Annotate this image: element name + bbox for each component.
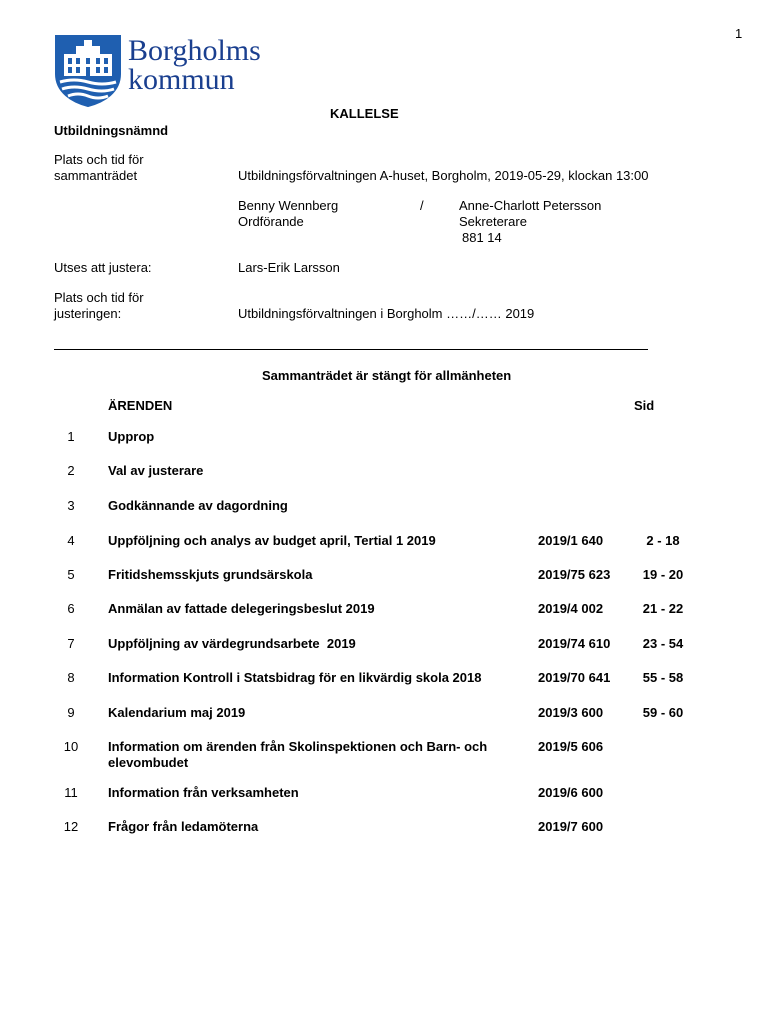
agenda-title: Frågor från ledamöterna [108, 819, 259, 834]
agenda-title: Val av justerare [108, 463, 204, 478]
agenda-row [0, 429, 770, 449]
agenda-num: 10 [63, 739, 79, 754]
agenda-ref: 2019/70 641 [538, 670, 611, 685]
agenda-title: Godkännande av dagordning [108, 498, 288, 513]
meeting-place-label-2: sammanträdet [54, 168, 138, 183]
agenda-row [0, 670, 770, 690]
agenda-page: 21 - 22 [642, 601, 684, 616]
agenda-ref: 2019/1 640 [538, 533, 604, 548]
secretary-role: Sekreterare [459, 214, 527, 229]
agenda-title: Information Kontroll i Statsbidrag för en likvärdig skola 2018 [108, 670, 482, 685]
agenda-ref: 2019/6 600 [538, 785, 604, 800]
agenda-num: 11 [64, 785, 78, 800]
chair-name: Benny Wennberg [238, 198, 339, 213]
agenda-row [0, 819, 770, 839]
adjust-value: Lars-Erik Larsson [238, 260, 340, 275]
page-number: 1 [735, 26, 743, 41]
agenda-num: 1 [67, 429, 75, 444]
adjust-place-value: Utbildningsförvaltningen i Borgholm ……/…… 2019 [238, 306, 535, 321]
agenda-title: Fritidshemsskjuts grundsärskola [108, 567, 313, 582]
agenda-num: 5 [67, 567, 75, 582]
agenda-title: Kalendarium maj 2019 [108, 705, 246, 720]
meeting-place-label-1: Plats och tid för [54, 152, 144, 167]
agenda-ref: 2019/7 600 [538, 819, 604, 834]
agenda-title: Information från verksamheten [108, 785, 299, 800]
secretary-name: Anne-Charlott Petersson [459, 198, 602, 213]
agenda-num: 4 [67, 533, 75, 548]
coat-of-arms-icon [54, 34, 122, 108]
agenda-row [0, 785, 770, 805]
agenda-row [0, 498, 770, 518]
signature-separator: / [420, 198, 424, 213]
agenda-page: 23 - 54 [642, 636, 684, 651]
logo-name-line2: kommun [128, 63, 235, 96]
agenda-ref: 2019/5 606 [538, 739, 604, 754]
agenda-num: 2 [67, 463, 75, 478]
adjust-label: Utses att justera: [54, 260, 152, 275]
agenda-row [0, 567, 770, 587]
agenda-row [0, 463, 770, 483]
agenda-num: 12 [63, 819, 79, 834]
agenda-header-page: Sid [634, 398, 655, 413]
agenda-row [0, 739, 770, 775]
agenda-ref: 2019/74 610 [538, 636, 611, 651]
agenda-row [0, 705, 770, 725]
divider [54, 349, 648, 350]
secretary-phone: 881 14 [462, 230, 502, 245]
agenda-title: Upprop [108, 429, 155, 444]
agenda-num: 7 [67, 636, 75, 651]
agenda-num: 3 [67, 498, 75, 513]
chair-role: Ordförande [238, 214, 304, 229]
logo-name-line1: Borgholms [128, 34, 261, 67]
agenda-title: Uppföljning och analys av budget april, Tertial 1 2019 [108, 533, 436, 548]
agenda-title: Uppföljning av värdegrundsarbete 2019 [108, 636, 356, 651]
agenda-header-items: ÄRENDEN [108, 398, 173, 413]
agenda-page: 2 - 18 [646, 533, 680, 548]
agenda-num: 8 [67, 670, 75, 685]
closed-notice: Sammanträdet är stängt för allmänheten [262, 368, 512, 383]
agenda-ref: 2019/3 600 [538, 705, 604, 720]
meeting-place-value: Utbildningsförvaltningen A-huset, Borgholm, 2019-05-29, klockan 13:00 [238, 168, 649, 183]
agenda-page: 59 - 60 [642, 705, 684, 720]
agenda-row [0, 636, 770, 656]
agenda-page: 19 - 20 [642, 567, 684, 582]
agenda-row [0, 601, 770, 621]
municipality-logo [54, 34, 284, 108]
adjust-place-label-1: Plats och tid för [54, 290, 144, 305]
agenda-title: Anmälan av fattade delegeringsbeslut 2019 [108, 601, 375, 616]
agenda-row [0, 533, 770, 553]
agenda-ref: 2019/75 623 [538, 567, 611, 582]
document-title: KALLELSE [330, 106, 399, 121]
agenda-ref: 2019/4 002 [538, 601, 604, 616]
agenda-num: 6 [67, 601, 75, 616]
adjust-place-label-2: justeringen: [54, 306, 122, 321]
agenda-num: 9 [67, 705, 75, 720]
agenda-page: 55 - 58 [642, 670, 684, 685]
agenda-title: Information om ärenden från Skolinspektionen och Barn- och elevombudet [108, 739, 488, 770]
committee-name: Utbildningsnämnd [54, 123, 169, 138]
